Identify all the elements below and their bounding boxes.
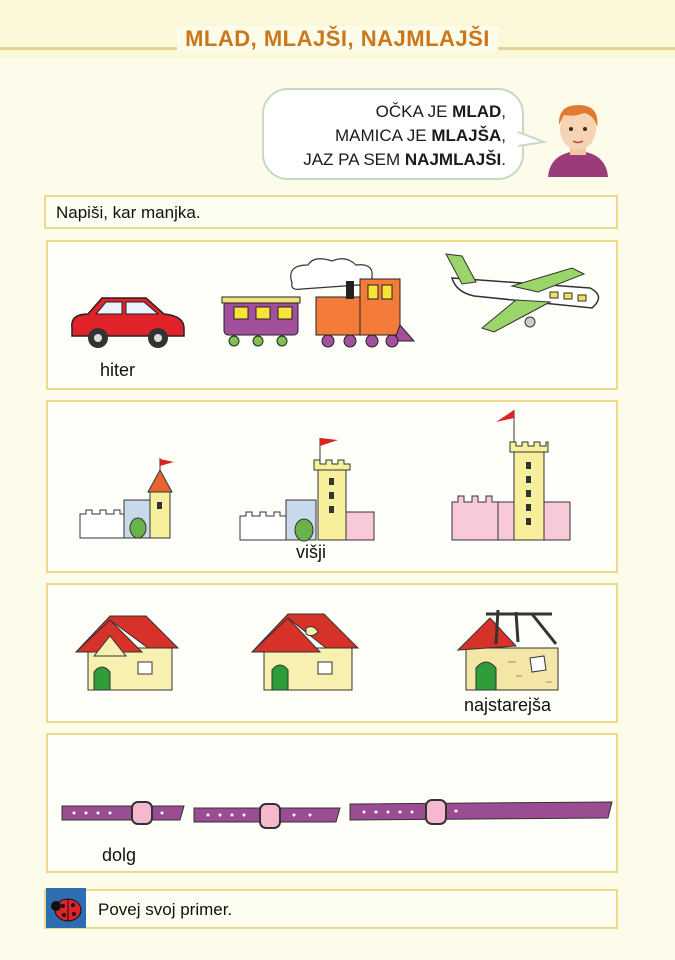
speech-bubble — [262, 88, 524, 180]
footer-box — [44, 889, 618, 929]
car-icon — [68, 292, 188, 352]
page-title — [0, 26, 675, 52]
tall-castle-icon — [452, 406, 572, 542]
medium-castle-icon — [238, 434, 376, 542]
row-label-speed: hiter — [100, 360, 136, 380]
old-house-icon — [250, 610, 362, 692]
speech-line-2: MAMICA JE MLAJŠA, — [335, 126, 506, 145]
speech-line-1: OČKA JE MLAD, — [375, 102, 506, 121]
train-icon — [222, 255, 417, 353]
new-house-icon — [74, 612, 182, 692]
boy-icon — [538, 95, 618, 177]
medium-belt-icon — [194, 802, 342, 830]
small-castle-icon — [76, 458, 176, 540]
row-label-length: dolg — [102, 845, 137, 865]
ruined-house-icon — [456, 606, 568, 692]
page-title-text: MLAD, MLAJŠI, NAJMLAJŠI — [177, 26, 498, 51]
instruction-text: Napiši, kar manjka. — [56, 203, 201, 222]
ladybug-icon — [46, 888, 86, 928]
short-belt-icon — [62, 800, 186, 828]
footer-prompt: Povej svoj primer. — [98, 900, 233, 919]
airplane-icon — [442, 248, 607, 336]
long-belt-icon — [350, 798, 614, 826]
row-label-age: najstarejša — [464, 695, 552, 715]
speech-line-3: JAZ PA SEM NAJMLAJŠI. — [303, 150, 506, 169]
instruction-box — [44, 195, 618, 229]
row-label-height: višji — [296, 542, 326, 562]
